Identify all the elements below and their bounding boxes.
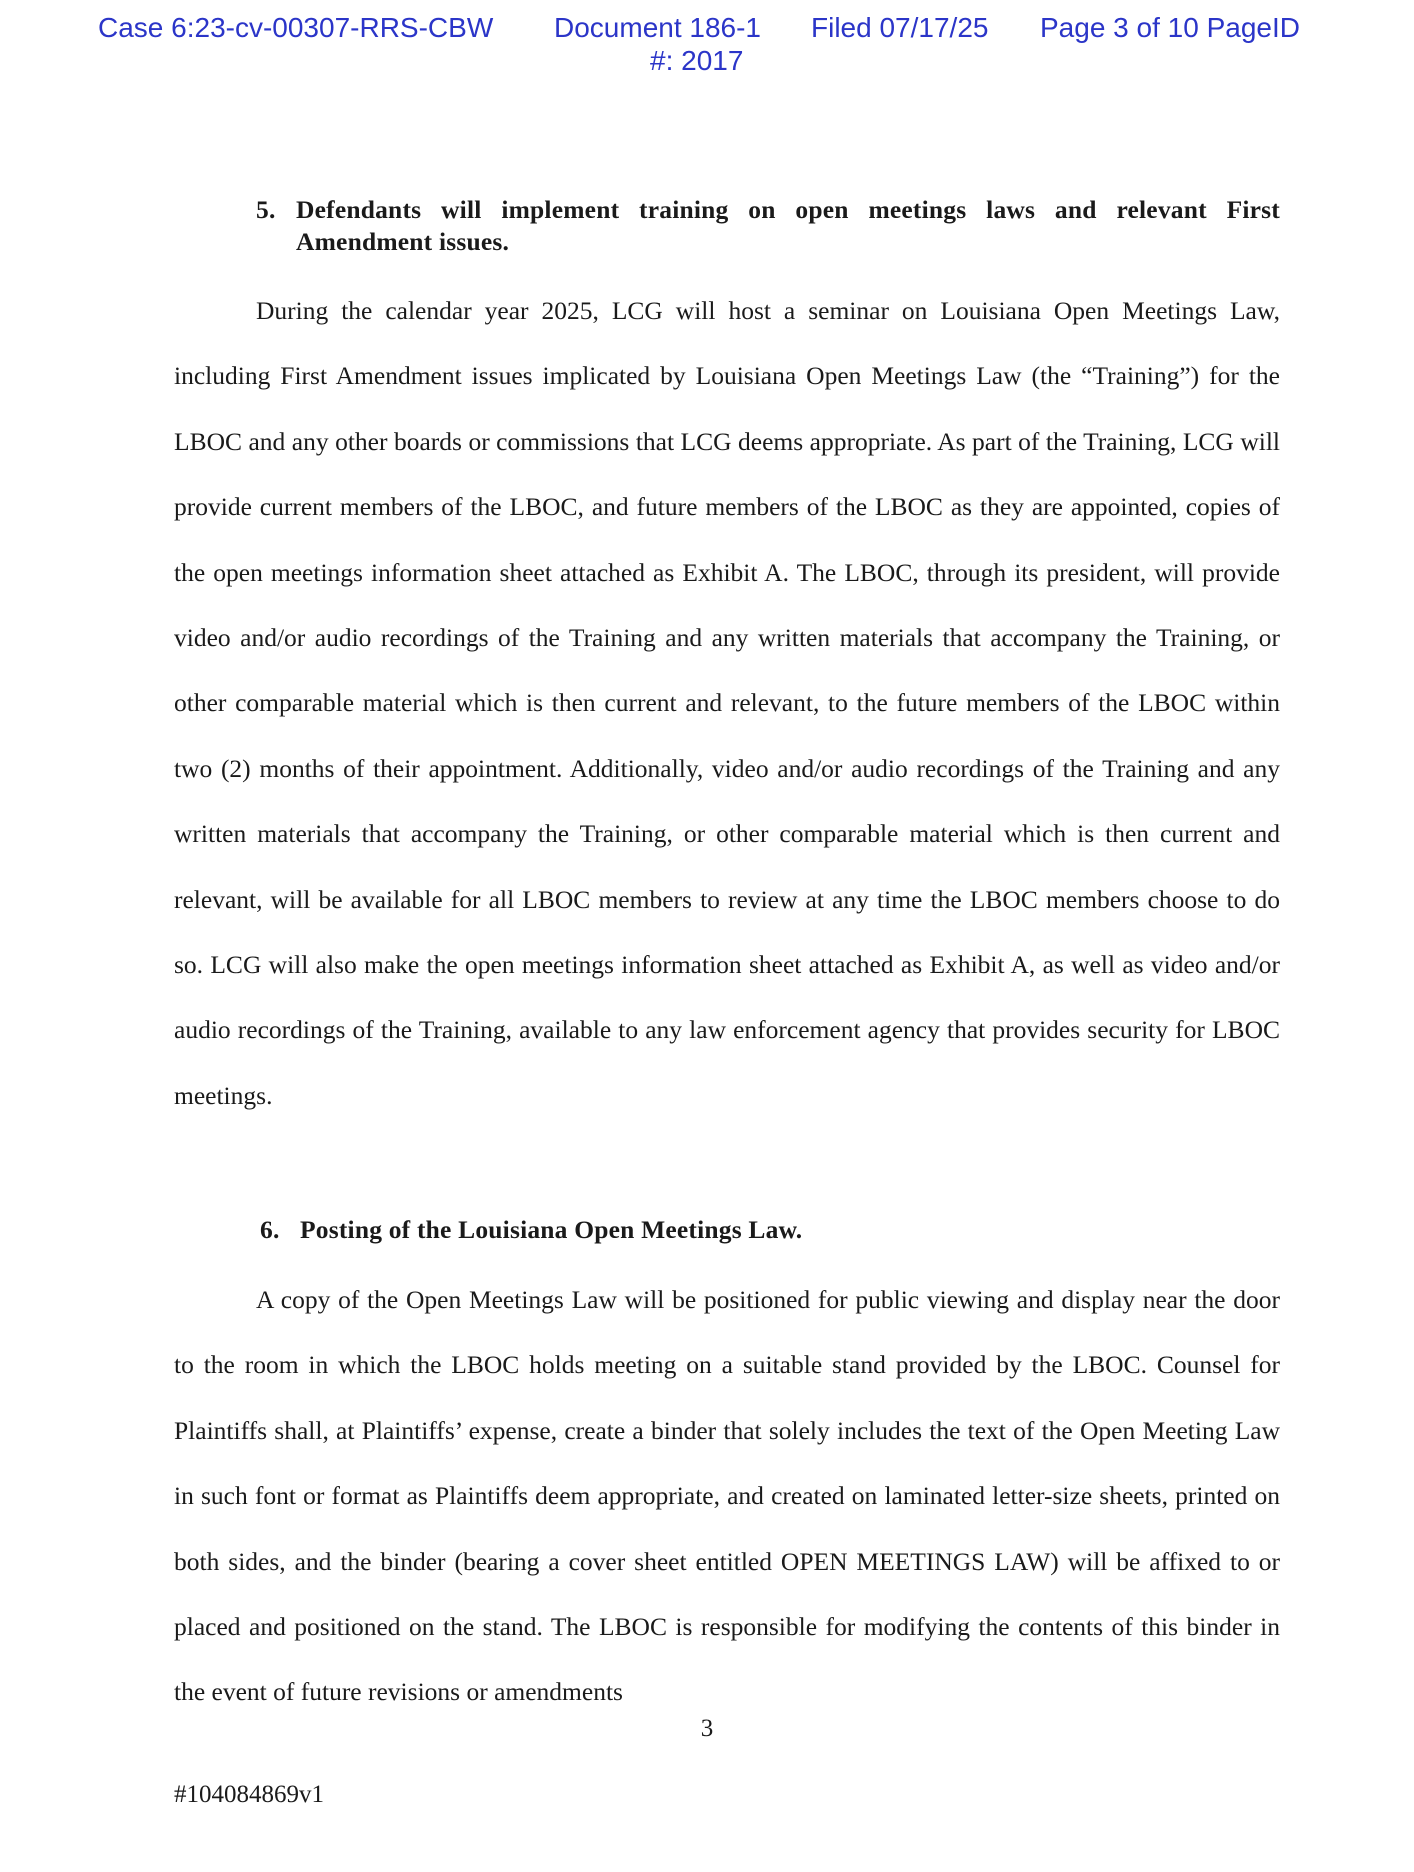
- case-number: Case 6:23-cv-00307-RRS-CBW: [98, 12, 494, 43]
- section-6-title: Posting of the Louisiana Open Meetings Law.: [300, 1215, 803, 1244]
- page-number: 3: [700, 1715, 714, 1742]
- page-of-total: Page 3 of 10 PageID: [1040, 12, 1300, 43]
- section-5-body-paragraph: During the calendar year 2025, LCG will host a seminar on Louisiana Open Meetings Law, including First Amendment issues implicated by Louisiana Open Meetings Law (the “Training”) for the LBOC and any other boards or commissions that LCG deems appropriate. As part of the Training, LCG will provide current members of the LBOC, and future members of the LBOC as they are appointed, copies of the open meetings information sheet attached as Exhibit A. The LBOC, through its president, will provide video and/or audio recordings of the Training and any written materials that accompany the Training, or other comparable material which is then current and relevant, to the future members of the LBOC within two (2) months of their appointment. Additionally, video and/or audio recordings of the Training and any written materials that accompany the Training, or other comparable material which is then current and relevant, will be available for all LBOC members to review at any time the LBOC members choose to do so. LCG will also make the open meetings information sheet attached as Exhibit A, as well as video and/or audio recordings of the Training, available to any law enforcement agency that provides security for LBOC meetings.: [174, 296, 1280, 1110]
- filed-date: Filed 07/17/25: [811, 12, 989, 43]
- page-id-number: #: 2017: [650, 45, 744, 76]
- court-filing-header: [0, 12, 1414, 82]
- section-6-body-paragraph: A copy of the Open Meetings Law will be positioned for public viewing and display near the door to the room in which the LBOC holds meeting on a suitable stand provided by the LBOC. Counsel for Plaintiffs shall, at Plaintiffs’ expense, create a binder that solely includes the text of the Open Meeting Law in such font or format as Plaintiffs deem appropriate, and created on laminated letter-size sheets, printed on both sides, and the binder (bearing a cover sheet entitled OPEN MEETINGS LAW) will be affixed to or placed and positioned on the stand. The LBOC is responsible for modifying the contents of this binder in the event of future revisions or amendments: [174, 1285, 1280, 1707]
- document-id: #104084869v1: [174, 1781, 324, 1808]
- section-6-heading: [260, 1214, 1260, 1246]
- section-6-number: 6.: [260, 1215, 280, 1244]
- section-5-number: 5.: [256, 195, 276, 224]
- section-5-heading: [256, 194, 1280, 258]
- document-number: Document 186-1: [554, 12, 762, 43]
- section-5-title: Defendants will implement training on open meetings laws and relevant First Amendment issues.: [296, 195, 1280, 256]
